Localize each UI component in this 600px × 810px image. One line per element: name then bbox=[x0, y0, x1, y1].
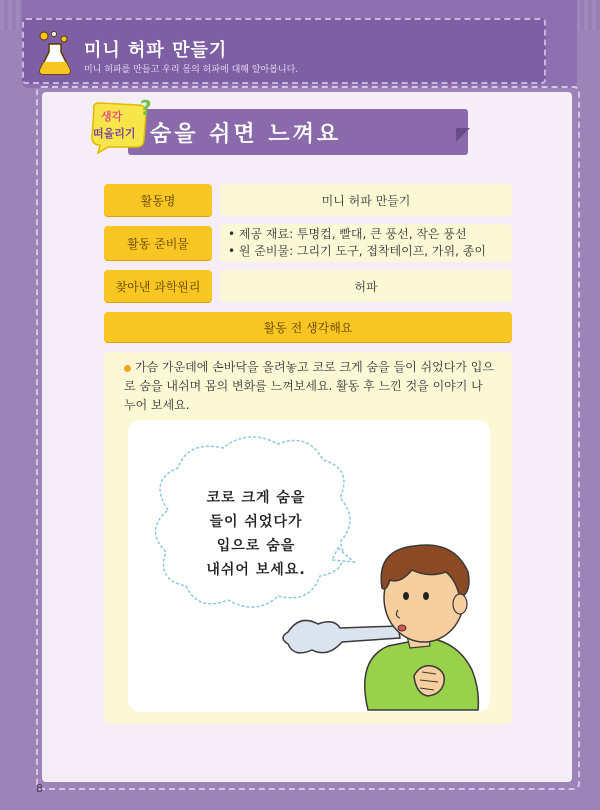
instruction-line: 로 숨을 내쉬며 몸의 변화를 느껴보세요. 활동 후 느낀 것을 이야기 나 bbox=[124, 379, 483, 393]
section-title: 숨을 쉬면 느껴요 bbox=[150, 122, 342, 147]
ribbon-fold bbox=[456, 128, 470, 142]
materials-value bbox=[220, 224, 512, 262]
activity-name-value: 미니 허파 만들기 bbox=[220, 184, 512, 216]
materials-label: 활동 준비물 bbox=[104, 226, 212, 260]
instruction-line: 가슴 가운데에 손바닥을 올려놓고 코로 크게 숨을 들이 쉬었다가 입으 bbox=[135, 360, 494, 374]
pre-activity-header: 활동 전 생각해요 bbox=[104, 312, 512, 342]
instruction-text-continued bbox=[124, 377, 504, 415]
svg-text:?: ? bbox=[140, 99, 152, 120]
instruction-text bbox=[135, 358, 500, 377]
materials-item: • 원 준비물: 그리기 도구, 접착테이프, 가위, 종이 bbox=[228, 244, 486, 258]
activity-name-label: 활동명 bbox=[104, 184, 212, 216]
bullet-icon bbox=[124, 365, 131, 372]
page-number: 8 bbox=[36, 782, 43, 795]
badge-recall: 떠올리기 bbox=[93, 127, 136, 140]
speech-line: 입으로 숨을 bbox=[216, 538, 296, 554]
principle-label: 찾아낸 과학원리 bbox=[104, 270, 212, 302]
page-title: 미니 허파 만들기 bbox=[84, 40, 228, 61]
speech-text bbox=[186, 486, 326, 582]
materials-item: • 제공 재료: 투명컵, 빨대, 큰 풍선, 작은 풍선 bbox=[228, 227, 467, 241]
speech-line: 내쉬어 보세요. bbox=[206, 562, 306, 578]
speech-line: 들이 쉬었다가 bbox=[209, 514, 303, 530]
instruction-line: 누어 보세요. bbox=[124, 398, 190, 412]
badge-think: 생각 bbox=[101, 110, 123, 123]
page-subtitle: 미니 허파를 만들고 우리 몸의 허파에 대해 알아봅니다. bbox=[84, 65, 299, 75]
flask-icon bbox=[34, 30, 76, 76]
speech-line: 코로 크게 숨을 bbox=[206, 490, 306, 506]
principle-value: 허파 bbox=[220, 270, 512, 302]
